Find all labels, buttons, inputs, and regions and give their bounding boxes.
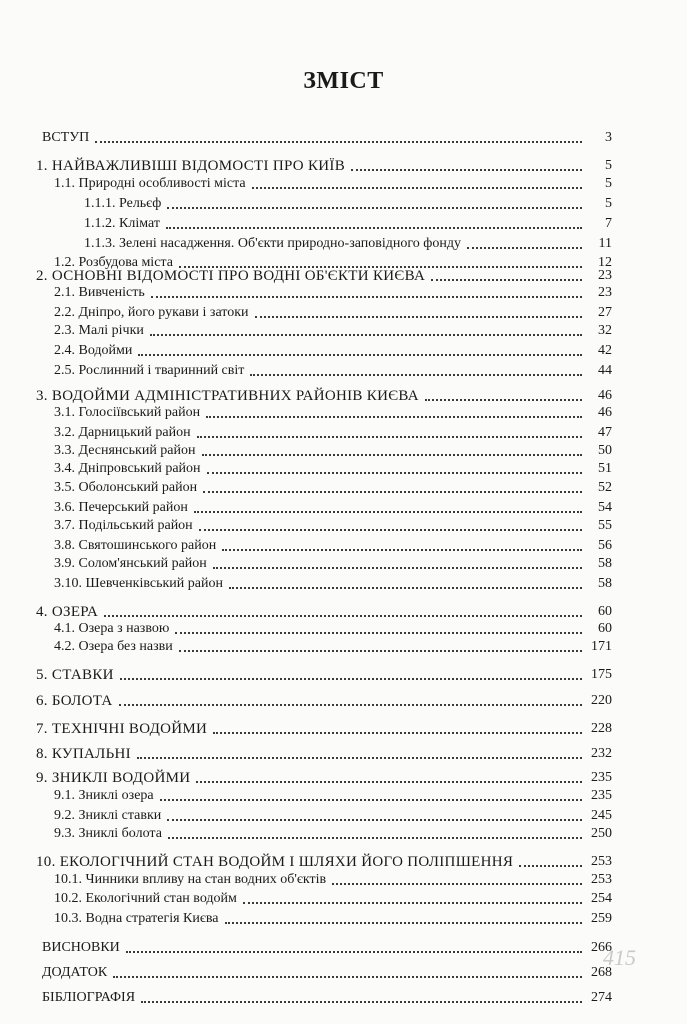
toc-entry-label: 6. БОЛОТА [36,693,113,709]
toc-entry [36,158,612,174]
toc-entry-label: 1.1.1. Рельєф [84,196,162,211]
toc-leader-dots [179,649,582,652]
toc-leader-dots [207,471,582,474]
toc-entry [36,443,612,459]
toc-leader-dots [225,921,583,924]
toc-leader-dots [194,510,582,513]
toc-entry [36,990,612,1006]
toc-entry-label: 3.2. Дарницький район [54,425,191,440]
toc-entry-label: 1.2. Розбудова міста [54,255,173,270]
toc-leader-dots [120,677,582,680]
toc-entry [36,216,612,232]
toc-entry-label: 2. ОСНОВНІ ВІДОМОСТІ ПРО ВОДНІ ОБ'ЄКТИ КИЄВА [36,268,426,284]
toc-leader-dots [119,703,582,706]
faint-handwritten-mark: 415 [603,945,636,970]
toc-entry [36,639,612,655]
toc-entry-page: 58 [598,556,612,571]
toc-entry-page: 220 [591,693,612,708]
toc-entry-label: 3.1. Голосіївський район [54,405,201,420]
toc-entry-page: 52 [598,480,612,495]
toc-entry [36,236,612,252]
toc-entry-page: 235 [591,770,612,785]
toc-leader-dots [175,631,582,634]
toc-entry-page: 5 [605,196,612,211]
toc-entry-page: 228 [591,721,612,736]
toc-entry-label: 10.2. Екологічний стан водойм [54,891,237,906]
toc-entry [36,538,612,554]
toc-entry-label: 8. КУПАЛЬНІ [36,746,131,762]
toc-entry-page: 250 [591,826,612,841]
toc-entry-label: 10.1. Чинники впливу на стан водних об'єктів [54,872,327,887]
toc-entry-label: 5. СТАВКИ [36,667,114,683]
toc-entry-label: 9.2. Зниклі ставки [54,808,162,823]
toc-entry-label: 4. ОЗЕРА [36,604,99,620]
toc-entry-label: 7. ТЕХНІЧНІ ВОДОЙМИ [36,721,208,737]
toc-entry-page: 27 [598,305,612,320]
toc-entry [36,343,612,359]
toc-leader-dots [425,398,582,401]
toc-entry-page: 50 [598,443,612,458]
toc-entry-label: ВИСНОВКИ [42,940,120,955]
toc-entry-page: 245 [591,808,612,823]
toc-leader-dots [126,950,582,953]
toc-entry-label: 1.1.3. Зелені насадження. Об'єкти природно-заповідного фонду [84,236,461,251]
toc-entry-label: 9. ЗНИКЛІ ВОДОЙМИ [36,770,191,786]
toc-leader-dots [202,453,582,456]
toc-entry [36,556,612,572]
toc-entry-page: 23 [598,285,612,300]
toc-entry-label: 3.9. Солом'янський район [54,556,207,571]
toc-entry [36,196,612,212]
toc-entry-label: 10. ЕКОЛОГІЧНИЙ СТАН ВОДОЙМ І ШЛЯХИ ЙОГО ПОЛІПШЕННЯ [36,854,514,870]
toc-entry [36,872,612,888]
toc-leader-dots [467,246,582,249]
toc-entry [36,911,612,927]
toc-entry-page: 266 [591,940,612,955]
toc-entry [36,940,612,956]
toc-leader-dots [213,731,582,734]
toc-entry-page: 5 [605,176,612,191]
toc-entry-page: 259 [591,911,612,926]
toc-entry-page: 42 [598,343,612,358]
toc-leader-dots [222,548,582,551]
toc-entry-page: 46 [598,405,612,420]
toc-leader-dots [229,586,582,589]
toc-entry-page: 232 [591,746,612,761]
toc-leader-dots [150,333,582,336]
toc-entry-label: 3.7. Подільський район [54,518,193,533]
toc-entry-page: 23 [598,268,612,283]
toc-entry [36,854,612,870]
toc-entry-label: 1.1.2. Клімат [84,216,160,231]
toc-entry [36,305,612,321]
toc-entry-page: 235 [591,788,612,803]
toc-entry-page: 55 [598,518,612,533]
toc-entry-label: 3.3. Деснянський район [54,443,196,458]
toc-entry-page: 12 [598,255,612,270]
toc-entry-page: 253 [591,854,612,869]
toc-leader-dots [196,780,582,783]
toc-entry-label: 3.10. Шевченківський район [54,576,223,591]
toc-entry-page: 268 [591,965,612,980]
toc-entry-page: 56 [598,538,612,553]
toc-leader-dots [113,975,582,978]
toc-entry-label: 2.5. Рослинний і тваринний світ [54,363,245,378]
toc-leader-dots [213,566,582,569]
toc-leader-dots [519,864,582,867]
toc-entry-label: ДОДАТОК [42,965,108,980]
toc-entry [36,770,612,786]
toc-entry [36,285,612,301]
toc-entry [36,405,612,421]
toc-leader-dots [332,882,582,885]
toc-entry [36,461,612,477]
toc-entry [36,826,612,842]
toc-entry [36,808,612,824]
toc-entry-label: БІБЛІОГРАФІЯ [42,990,136,1005]
toc-entry-page: 7 [605,216,612,231]
toc-leader-dots [431,278,582,281]
toc-entry-page: 47 [598,425,612,440]
toc-entry [36,621,612,637]
toc-entry-label: 1. НАЙВАЖЛИВІШІ ВІДОМОСТІ ПРО КИЇВ [36,158,346,174]
toc-entry [36,891,612,907]
toc-entry [36,576,612,592]
toc-entry [36,721,612,737]
toc-entry-label: 2.1. Вивченість [54,285,145,300]
toc-entry [36,268,612,284]
toc-entry-page: 5 [605,158,612,173]
toc-leader-dots [138,353,582,356]
toc-leader-dots [250,373,582,376]
toc-entry-page: 32 [598,323,612,338]
toc-leader-dots [252,186,582,189]
toc-leader-dots [160,798,582,801]
toc-leader-dots [151,295,582,298]
toc-entry [36,667,612,683]
toc-entry-label: 4.2. Озера без назви [54,639,173,654]
toc-entry-label: 3. ВОДОЙМИ АДМІНІСТРАТИВНИХ РАЙОНІВ КИЄВА [36,388,419,404]
toc-entry [36,604,612,620]
toc-entry-label: 2.3. Малі річки [54,323,144,338]
toc-entry [36,500,612,516]
toc-entry-page: 54 [598,500,612,515]
toc-entry [36,323,612,339]
toc-entry-page: 60 [598,621,612,636]
toc-entry [36,388,612,404]
toc-entry-label: 3.8. Святошинського район [54,538,217,553]
toc-entry-label: 4.1. Озера з назвою [54,621,170,636]
toc-entry-label: 2.4. Водойми [54,343,133,358]
toc-entry-page: 175 [591,667,612,682]
toc-entry-page: 254 [591,891,612,906]
toc-leader-dots [167,206,582,209]
toc-leader-dots [137,756,582,759]
page-title: ЗМІСТ [303,68,384,94]
toc-entry-page: 60 [598,604,612,619]
toc-leader-dots [95,140,582,143]
toc-entry-page: 253 [591,872,612,887]
toc-entry [36,788,612,804]
toc-leader-dots [243,901,582,904]
toc-leader-dots [166,226,582,229]
toc-entry-label: ВСТУП [42,130,90,145]
toc-entry-page: 3 [605,130,612,145]
toc-entry-label: 10.3. Водна стратегія Києва [54,911,219,926]
toc-entry-page: 44 [598,363,612,378]
toc-leader-dots [206,415,582,418]
toc-leader-dots [104,614,582,617]
toc-entry [36,518,612,534]
toc-entry [36,425,612,441]
toc-entry-page: 51 [598,461,612,476]
toc-entry [36,693,612,709]
toc-entry-label: 2.2. Дніпро, його рукави і затоки [54,305,249,320]
toc-entry [36,480,612,496]
toc-entry-label: 1.1. Природні особливості міста [54,176,246,191]
toc-entry-label: 9.3. Зниклі болота [54,826,162,841]
toc-entry [36,363,612,379]
toc-leader-dots [168,836,582,839]
toc-entry-label: 3.5. Оболонський район [54,480,198,495]
toc-entry [36,965,612,981]
toc-leader-dots [255,315,582,318]
toc-leader-dots [167,818,582,821]
toc-entry [36,130,612,146]
toc-leader-dots [141,1000,582,1003]
toc-entry-page: 171 [591,639,612,654]
toc-leader-dots [199,528,582,531]
toc-entry [36,176,612,192]
toc-entry-label: 3.6. Печерський район [54,500,188,515]
toc-leader-dots [203,490,582,493]
toc-entry-label: 3.4. Дніпровський район [54,461,201,476]
toc-entry-page: 58 [598,576,612,591]
toc-leader-dots [197,435,582,438]
toc-entry-label: 9.1. Зниклі озера [54,788,154,803]
toc-entry-page: 46 [598,388,612,403]
toc-leader-dots [351,168,582,171]
toc-entry [36,746,612,762]
toc-entry-page: 11 [598,236,612,251]
toc-entry-page: 274 [591,990,612,1005]
